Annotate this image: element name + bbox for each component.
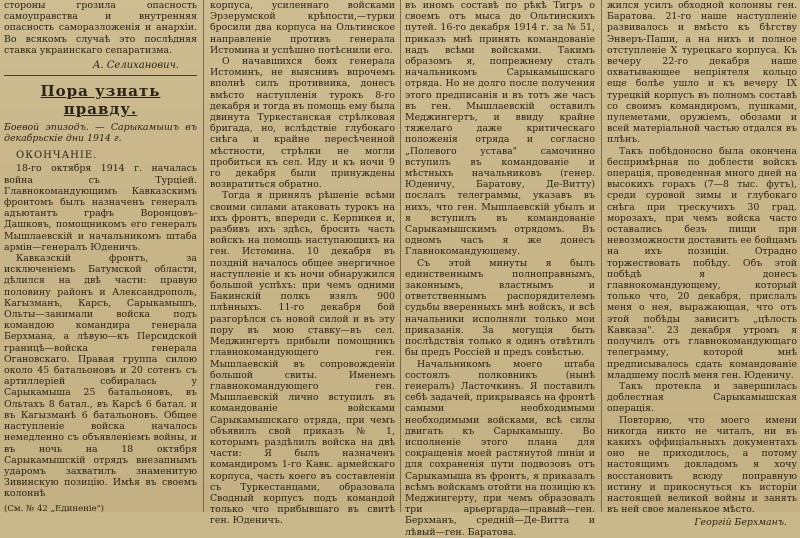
divider xyxy=(4,75,197,76)
article-footer xyxy=(4,504,197,515)
footer-reference: (См. № 42 „Единеніе") xyxy=(4,503,105,514)
author-signature-top: А. Селиханович. xyxy=(92,60,179,72)
paragraph: жился усилъ обходной колонны ген. Баратова. 21-го наше наступленіе развивалось и вмѣсто къ бѣгству Энверъ-Паши, а на нихъ и полное отступленіе X турецкаго корпуса. Къ вечеру 22-го декабря наше охватывающее непріятеля кольцо еще болѣе ушло и къ вечеру IX турецкій корпусъ въ полномъ составѣ со своимъ командиромъ, пушками, пулеметами, оружіемъ, обозами и всей матеріальной частью отдался въ плѣнъ. xyxy=(607,0,797,146)
paragraph: Такъ протекла и завершилась доблестная Сарыкамышская операція. xyxy=(607,380,797,415)
column-rule xyxy=(203,0,204,512)
paragraph: Съ этой минуты я былъ единственнымъ полноправнымъ, законнымъ, властнымъ и ответственнымъ распорядителемъ судьбы вверенныхъ мнѣ войскъ, и всѣ начальники исполняли только мои приказанія. За могущія быть послѣдствія только я одинъ отвѣтилъ бы предъ Россіей и предъ совѣстью. xyxy=(405,257,595,359)
article-body-col1 xyxy=(4,163,197,499)
author-signature: Георгій Берхманъ. xyxy=(694,517,787,529)
article-title: Пора узнать правду. xyxy=(40,82,161,119)
article-body-col3 xyxy=(405,0,595,538)
paragraph: Кавказскій фронтъ, за исключеніемъ Батумской области, дѣлился на двѣ части: правую половину районъ и Александрополь, Кагызманъ, Карсъ, Сарыкамышъ, Ольты—занимали войска подъ командою командира генерала Берхмана, а лѣвую—къ Персидской границѣ—войска генерала Огановскаго. Правая группа силою около 45 батальоновъ и 20 сотенъ съ артиллеріей собиралась у Сарыкамыша 25 батальоновъ, въ Ольтахъ 8 батал., въ Карсѣ 6 батал. и въ Кагызманѣ 6 батальоновъ. Общее наступленіе войска началось немедленно съ объявленіемъ войны, и въ ночь на 18 октября Сарыкамышскій отрядъ внезапнымъ ударомъ захватилъ знаменитую Зивинскую позицію. Имѣя въ своемъ колоннѣ xyxy=(4,253,197,500)
article-body-col4 xyxy=(607,0,797,515)
paragraph: Начальникомъ моего штаба состоялъ полковникъ (нынѣ генералъ) Ласточкинъ. Я поставилъ себѣ задачей, прикрываясь на фронтѣ самыми необходимыми необходимыми войсками, всѣ силы двигать къ Сарыкамышу. Во исполненіе этого плана для сокращенія моей растянутой линіи и для сохраненія пути подвозовъ отъ Сарыкамыша въ фронтъ, я приказалъ всѣмъ войскамъ отойти на позицію къ Меджингерту, при чемъ образовалъ три арьергарда—правый—ген. Берхманъ, средній—Де-Витта и лѣвый—ген. Баратова. xyxy=(405,358,595,538)
paragraph: 18-го октября 1914 г. началась война съ Турціей. Главнокомандующимъ Кавказскимъ фронтомъ былъ назначенъ генералъ адъютантъ графъ Воронцовъ-Дашковъ, помощникомъ его генералъ Мышлаевскій и начальникомъ штаба армін—генералъ Юденичъ. xyxy=(4,163,197,253)
column-4 xyxy=(607,0,797,529)
column-2 xyxy=(210,0,395,527)
paragraph: корпуса, усиленнаго войсками Эрзерумской крѣпости,—турки бросили два корпуса на Ольтинское направленіе противъ генерала Истомина и успѣшно потѣснили его. xyxy=(210,0,395,56)
article-subtitle: Боевой эпизодъ. — Сарыкамышъ въ декабрьскіе дни 1914 г. xyxy=(4,122,197,145)
paragraph: Повторяю, что моего имени никогда никто не читалъ, ни въ какихъ оффиціальныхъ документахъ оно не приходилось, а потому настоящимъ докладомъ я хочу восстановить всюду поправную истину и прикоснуться къ исторіи настоящей великой войны и занять въ ней свое маленькое мѣсто. xyxy=(607,414,797,516)
paragraph: О начавшихся боях генерала Истоминъ, не выяснивъ впрочемъ вполнѣ силъ противника, донесъ вмѣсто наступленія турокъ 8-го декабря и тогда въ помощь ему была двинута Туркестанская стрѣлковая бригада, но, вслѣдствіе глубокаго снѣга и крайне пересѣченной мѣстности, стрѣлки не могли пробиться къ сел. Иду и къ ночи 9 го декабря были принуждены возвратиться обратно. xyxy=(210,56,395,191)
column-rule xyxy=(400,0,401,512)
paragraph: Такъ побѣдоносно была окончена беспримѣрная по доблести войскъ операція, проведенная много дней на высокихъ горахъ (7—8 тыс. футъ), среди суровой зимы и глубокаго снѣга при трескучихъ 30 град. морозахъ, при чемъ войска часто оставались безъ пищи при невозможности доставить ее бойцамъ на ихъ позиціи. Отрадно торжествовать побѣду. Объ этой побѣдѣ я донесъ главнокомандующему, который только что, 20 декабря, прислалъ меня о нея, выражающая, что отъ этой побѣды зависитъ „цѣлость Кавказа". 23 декабря утромъ я получилъ отъ главнокомандующаго телеграмму, которой мнѣ предписывалось сдать командованіе младшему послѣ меня ген. Юденичу. xyxy=(607,145,797,381)
paragraph: въ иномъ составѣ по рѣкѣ Тигръ о своемъ отъ мыса до Ольтинскихъ путей. 16-го декабря 1914 г. за № 51, приказъ мнѣ принять командованіе надъ всѣми войсками. Такимъ образомъ я, попрежнему сталъ начальникомъ Сарыкамышскаго отряда. Но не долго после получения этого предписанія и въ тотъ же часъ въ ген. Мышлаевскій оставилъ Меджингертъ, и ввиду крайне тяжелаго даже критическаго положенія отряда и согласно „Полевого устава" самочинно вступилъ въ командованіе и мѣстныхъ начальниковъ (генер. Юденичу, Баратову, Де-Витту) послалъ телеграммы, указавъ въ нихъ, что ген. Мышлаевскій убылъ и я вступилъ въ командованіе Сарыкамышскимъ отрядомъ. Въ одномъ часъ я же донесъ Главнокомандующему. xyxy=(405,0,595,258)
column-1 xyxy=(4,0,197,512)
article-body-col2 xyxy=(210,0,395,527)
column-3 xyxy=(405,0,595,538)
article-ending-label: ОКОНЧАНІЕ. xyxy=(16,150,98,162)
intro-text xyxy=(4,0,197,56)
paragraph: стороны грозила опасность самоуправства и внутренняя опасность саморазложенія и анархіи. Во всякомъ случаѣ это послѣдняя ставка украинскаго сепаратизма. xyxy=(4,0,197,56)
column-rule xyxy=(601,0,602,512)
paragraph: Тогда я принялъ рѣшеніе всѣми своими силами атаковать турокъ на ихъ фронтъ, впереди с. Керпикея и, разбивъ ихъ здѣсь, бросить часть войскъ на помощь наступающихъ на ген. Истомина. 10 декабря въ поздній началось общее энергичное наступленіе и къ ночи обнаружился большой успѣхъ: при чемъ одними Бакинскій полкъ взялъ 900 плѣнныхъ. 11-го декабря бой разгорѣлся съ новой силой и въ эту пору въ мою ставку—въ сел. Меджингертъ прибыли помощникъ главнокомандующего ген. Мышлаевскій въ сопровожденіи большой свиты. Именемъ главнокомандующего ген. Мышлаевскій лично вступилъ въ командованіе войсками Сарыкамышскаго отряда, при чемъ объявилъ свой приказъ № 1, которымъ раздѣлилъ войска на двѣ части: Я былъ назначенъ командиромъ 1-го Кавк. армейскаго корпуса, часть коего въ составленіи съ Туркестанцами, образовала Сводный корпусъ подъ командой только что прибывшаго въ свитѣ ген. Юденичъ. xyxy=(210,190,395,527)
